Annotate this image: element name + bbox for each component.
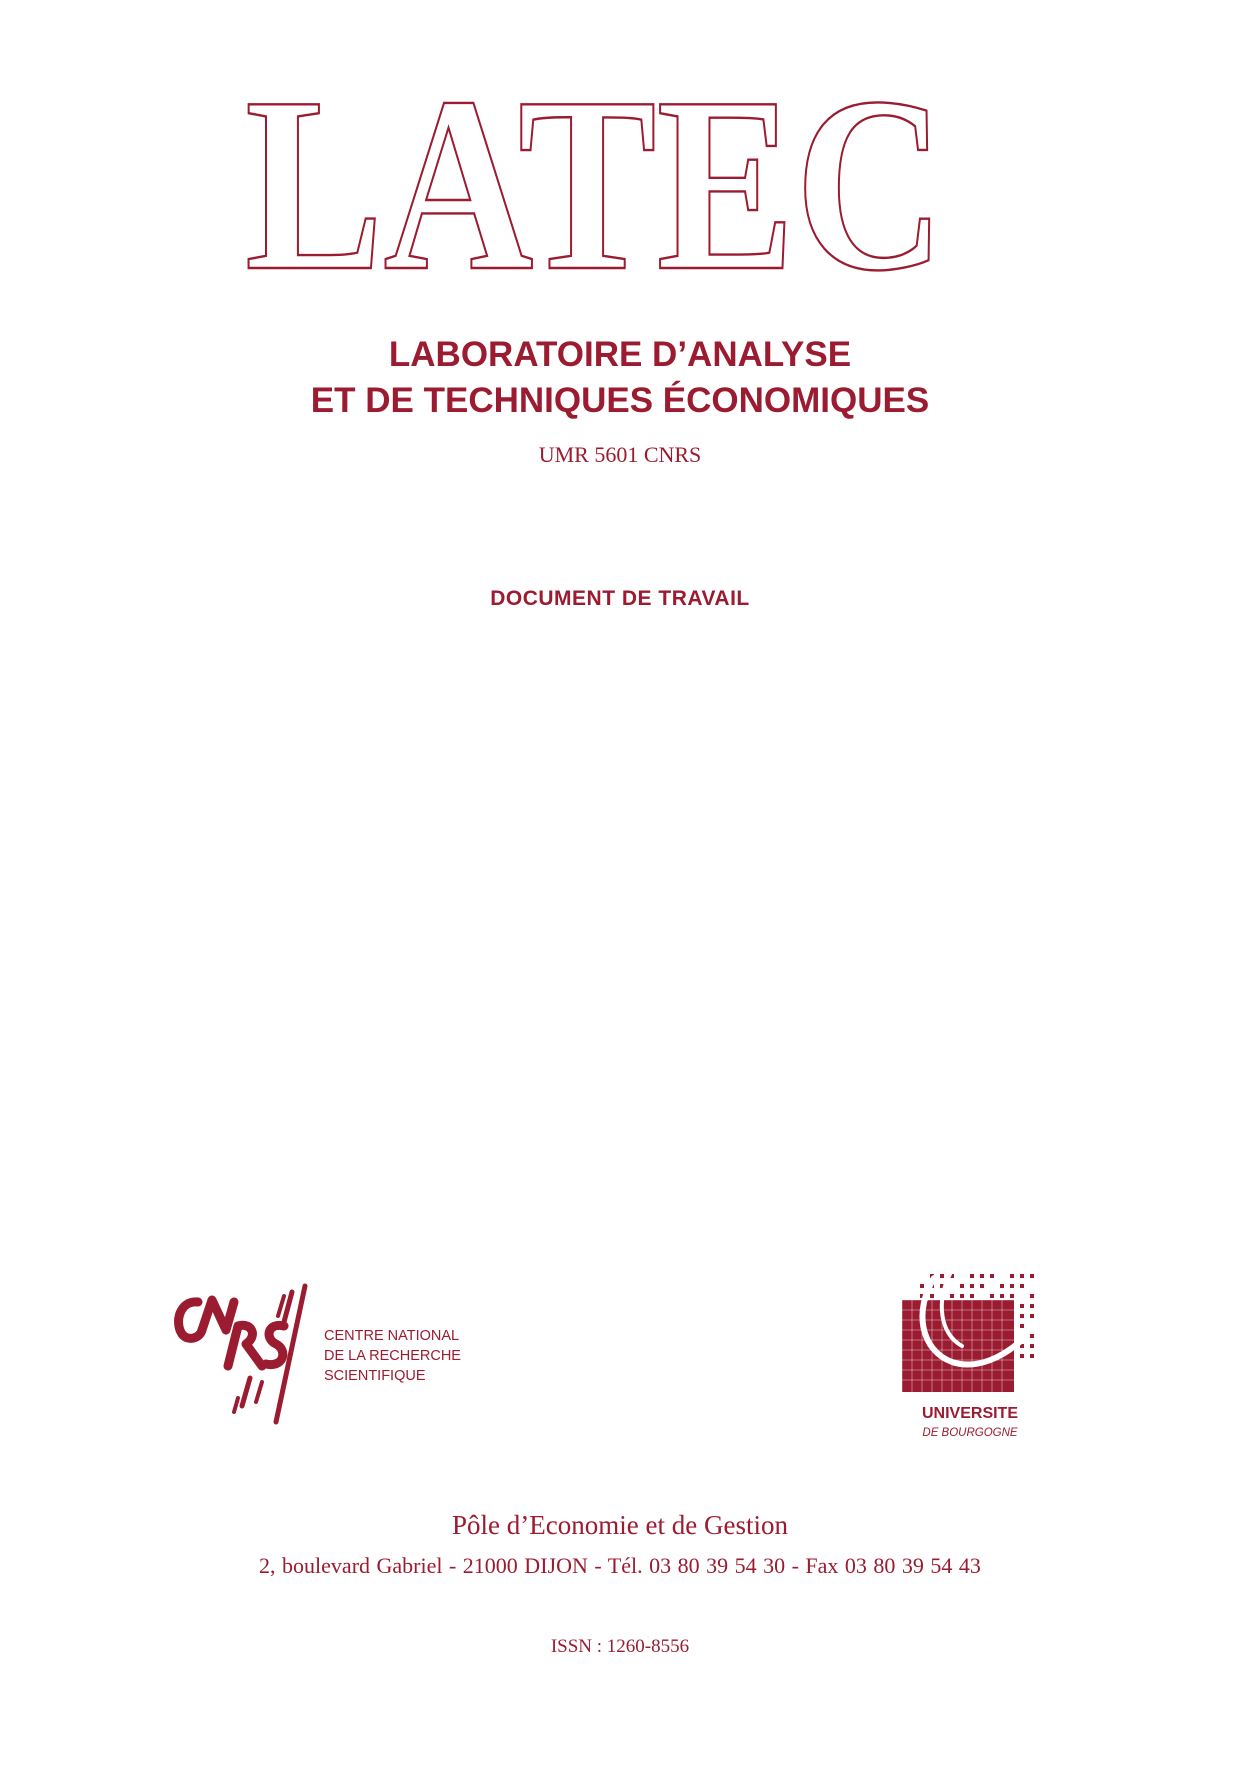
umr-label: UMR 5601 CNRS: [538, 442, 702, 467]
emblem-dot: [990, 1294, 994, 1298]
emblem-dot: [1020, 1354, 1024, 1358]
emblem-dot: [1030, 1334, 1034, 1338]
emblem-dot: [1010, 1294, 1014, 1298]
emblem-dot: [1020, 1284, 1024, 1288]
emblem-dot: [1030, 1304, 1034, 1308]
cnrs-name-line: CENTRE NATIONAL: [324, 1328, 460, 1344]
emblem-dot: [970, 1284, 974, 1288]
emblem-dot: [1000, 1294, 1004, 1298]
emblem-dot: [980, 1274, 984, 1278]
universite-emblem-icon: [900, 1270, 1040, 1395]
emblem-dot: [980, 1284, 984, 1288]
emblem-dot: [1000, 1284, 1004, 1288]
emblem-dot: [960, 1294, 964, 1298]
emblem-dot: [1030, 1314, 1034, 1318]
emblem-dot: [1030, 1294, 1034, 1298]
latec-logo: [240, 46, 950, 323]
emblem-dot: [940, 1274, 944, 1278]
emblem-dot: [1020, 1304, 1024, 1308]
cnrs-emblem-icon: [172, 1282, 312, 1432]
emblem-dot: [970, 1294, 974, 1298]
emblem-dot: [920, 1284, 924, 1288]
universite-subtitle: DE BOURGOGNE: [922, 1427, 1018, 1439]
emblem-dot: [970, 1274, 974, 1278]
pole-label: Pôle d’Economie et de Gestion: [452, 1510, 788, 1540]
emblem-dot: [1030, 1354, 1034, 1358]
lab-name-line2: ET DE TECHNIQUES ÉCONOMIQUES: [310, 381, 930, 420]
address-line: 2, boulevard Gabriel - 21000 DIJON - Tél. 03 80 39 54 30 - Fax 03 80 39 54 43: [259, 1553, 981, 1578]
emblem-dot: [1030, 1274, 1034, 1278]
emblem-dot: [960, 1284, 964, 1288]
emblem-dot: [950, 1294, 954, 1298]
cnrs-name-line: SCIENTIFIQUE: [324, 1368, 426, 1384]
emblem-dot: [1030, 1344, 1034, 1348]
cnrs-name: [324, 1326, 461, 1386]
issn-label: ISSN : 1260-8556: [550, 1636, 690, 1657]
cnrs-logo: [172, 1282, 482, 1432]
emblem-dot: [1020, 1274, 1024, 1278]
cnrs-name-line: DE LA RECHERCHE: [324, 1348, 461, 1364]
lab-name-line1: LABORATOIRE D’ANALYSE: [388, 335, 852, 374]
document-type: DOCUMENT DE TRAVAIL: [490, 587, 750, 610]
latec-logo-text: LATEC: [245, 46, 945, 323]
emblem-dot: [930, 1294, 934, 1298]
emblem-dot: [1020, 1324, 1024, 1328]
emblem-dot: [1010, 1284, 1014, 1288]
universite-name: UNIVERSITE: [921, 1405, 1018, 1422]
universite-bourgogne-logo: [900, 1270, 1040, 1450]
emblem-dot: [990, 1274, 994, 1278]
emblem-dot: [1010, 1274, 1014, 1278]
emblem-dot: [1020, 1314, 1024, 1318]
